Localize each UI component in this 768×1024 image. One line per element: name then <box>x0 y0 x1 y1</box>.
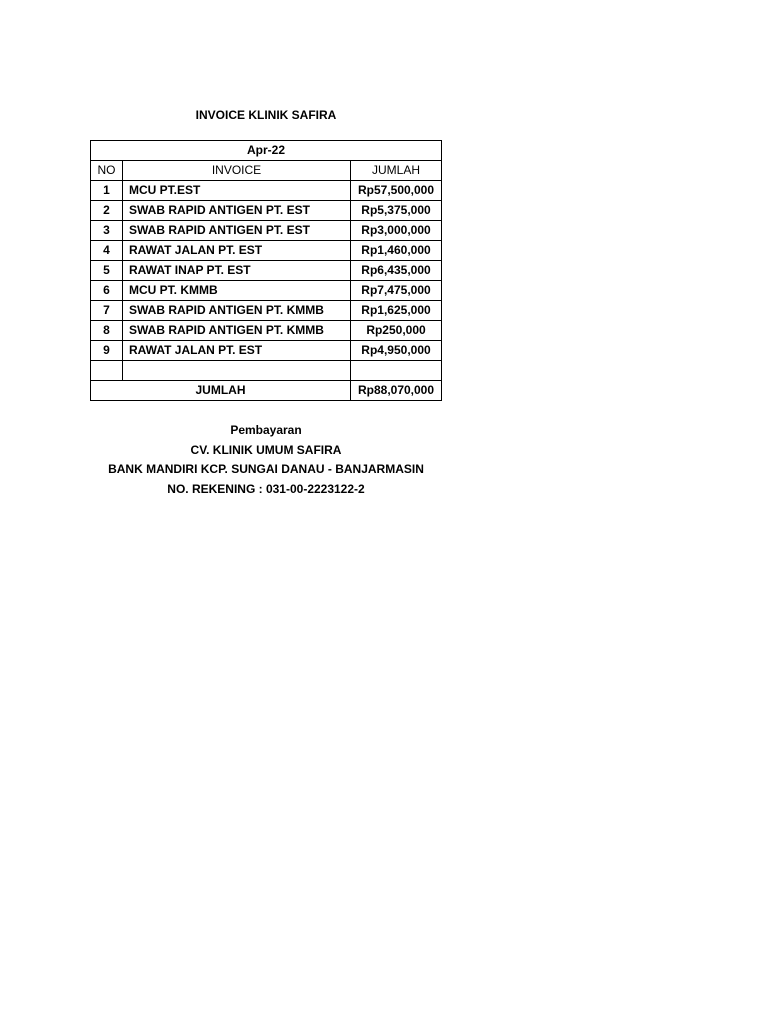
table-row <box>91 181 442 201</box>
row-no: 4 <box>91 241 123 261</box>
row-no: 7 <box>91 301 123 321</box>
row-invoice: SWAB RAPID ANTIGEN PT. KMMB <box>123 321 351 341</box>
table-row <box>91 261 442 281</box>
page-title: INVOICE KLINIK SAFIRA <box>195 108 337 122</box>
empty-cell <box>91 361 123 381</box>
row-invoice: RAWAT INAP PT. EST <box>123 261 351 281</box>
row-amount: Rp7,475,000 <box>351 281 442 301</box>
row-invoice: SWAB RAPID ANTIGEN PT. EST <box>123 221 351 241</box>
table-row <box>91 321 442 341</box>
table-row <box>91 341 442 361</box>
row-amount: Rp57,500,000 <box>351 181 442 201</box>
row-amount: Rp5,375,000 <box>351 201 442 221</box>
total-amount: Rp88,070,000 <box>351 381 442 401</box>
row-no: 9 <box>91 341 123 361</box>
header-row <box>91 161 442 181</box>
row-no: 5 <box>91 261 123 281</box>
row-no: 6 <box>91 281 123 301</box>
header-no: NO <box>91 161 123 181</box>
row-amount: Rp3,000,000 <box>351 221 442 241</box>
period-row <box>91 141 442 161</box>
row-amount: Rp1,625,000 <box>351 301 442 321</box>
payment-account: NO. REKENING : 031-00-2223122-2 <box>167 481 365 496</box>
row-invoice: SWAB RAPID ANTIGEN PT. KMMB <box>123 301 351 321</box>
row-invoice: RAWAT JALAN PT. EST <box>123 241 351 261</box>
table-row <box>91 281 442 301</box>
header-amount: JUMLAH <box>351 161 442 181</box>
empty-cell <box>351 361 442 381</box>
row-amount: Rp4,950,000 <box>351 341 442 361</box>
invoice-table <box>90 140 442 401</box>
row-invoice: RAWAT JALAN PT. EST <box>123 341 351 361</box>
empty-cell <box>123 361 351 381</box>
payment-bank: BANK MANDIRI KCP. SUNGAI DANAU - BANJARMASIN <box>108 462 424 476</box>
row-amount: Rp250,000 <box>351 321 442 341</box>
payment-heading: Pembayaran <box>230 423 302 437</box>
row-no: 2 <box>91 201 123 221</box>
row-no: 1 <box>91 181 123 201</box>
total-label: JUMLAH <box>91 381 351 401</box>
period-cell: Apr-22 <box>91 141 442 161</box>
row-no: 3 <box>91 221 123 241</box>
payment-info <box>90 421 442 499</box>
table-row <box>91 301 442 321</box>
total-row <box>91 381 442 401</box>
row-invoice: MCU PT. KMMB <box>123 281 351 301</box>
table-row <box>91 241 442 261</box>
row-no: 8 <box>91 321 123 341</box>
table-row <box>91 201 442 221</box>
table-row <box>91 221 442 241</box>
row-invoice: SWAB RAPID ANTIGEN PT. EST <box>123 201 351 221</box>
row-amount: Rp1,460,000 <box>351 241 442 261</box>
header-invoice: INVOICE <box>123 161 351 181</box>
row-invoice: MCU PT.EST <box>123 181 351 201</box>
empty-row <box>91 361 442 381</box>
payment-company: CV. KLINIK UMUM SAFIRA <box>190 442 342 457</box>
row-amount: Rp6,435,000 <box>351 261 442 281</box>
